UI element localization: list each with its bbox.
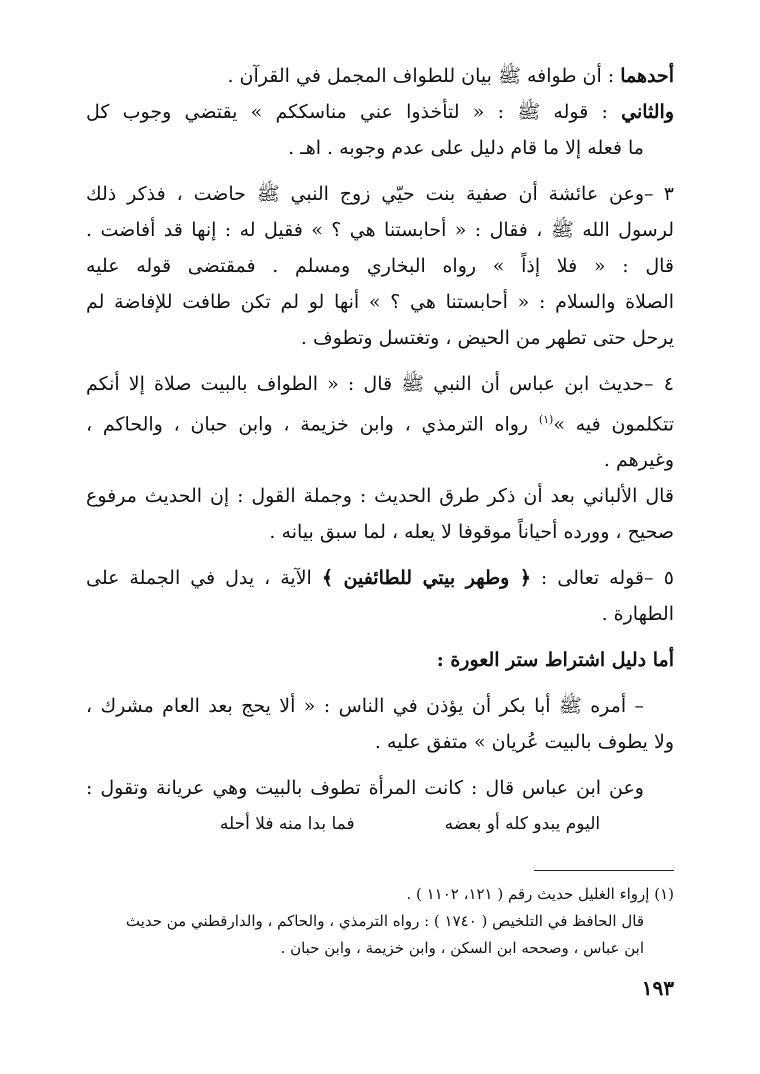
quran-verse: ﴿ وطهر بيتي للطائفين ﴾ [321, 567, 531, 590]
section-heading [86, 642, 674, 678]
text-line [86, 560, 674, 596]
footnote-divider [534, 870, 674, 871]
footnote-line: ابن عباس ، وصححه ابن السكن ، وابن خزيمة ، وابن حبان . [280, 939, 644, 958]
text-span: : قوله ﷺ : « لتأخذوا عني مناسككم » يقتضي وجوب كل [86, 101, 622, 123]
text-line: الطهارة . [601, 603, 674, 626]
item-number: ٥ – [644, 567, 674, 590]
text-span: حديث ابن عباس أن النبي ﷺ قال : « الطواف بالبيت صلاة إلا أنكم [86, 373, 644, 395]
text-line: ما فعله إلا ما قام دليل على عدم وجوبه . اهـ . [288, 137, 644, 159]
footnote-line: (١) إرواء الغليل حديث رقم ( ١٢١، ١١٠٢ ) . [406, 885, 674, 904]
text-line: قال : « فلا إذاً » رواه البخاري ومسلم . فمقتضى قوله عليه [86, 255, 674, 277]
item-number: ٤ – [644, 373, 674, 395]
text-line: يرحل حتى تطهر من الحيض ، وتغتسل وتطوف . [300, 327, 674, 349]
text-line [86, 94, 674, 130]
poetry-verse [86, 806, 674, 842]
text-line: قال الألباني بعد أن ذكر طرق الحديث : وجملة القول : إن الحديث مرفوع [86, 485, 674, 508]
footnote-line: قال الحافظ في التلخيص ( ١٧٤٠ ) : رواه الترمذي ، والحاكم ، والدارقطني من حديث [125, 912, 644, 931]
page-number: ١٩٣ [641, 976, 674, 1001]
text-span: وعن عائشة أن صفية بنت حيّي زوج النبي ﷺ حاضت ، فذكر ذلك [86, 183, 644, 205]
text-span: رواه الترمذي ، وابن خزيمة ، وابن حبان ، والحاكم ، [86, 413, 539, 436]
text-line [86, 402, 674, 442]
bold-term: أحدهما [620, 65, 674, 87]
text-line [86, 176, 674, 212]
text-line: – أمره ﷺ أبا بكر أن يؤذن في الناس : « ألا يحج بعد العام مشرك ، [86, 695, 644, 718]
text-span: الآية ، يدل في الجملة على [86, 567, 322, 590]
text-line [86, 366, 674, 402]
text-line [86, 58, 674, 94]
text-line: صحيح ، وورده أحياناً موقوفا لا يعله ، لما سبق بيانه . [269, 521, 674, 544]
verse-hemistich-right: اليوم يبدو كله أو بعضه [444, 814, 601, 835]
text-line: ولا يطوف بالبيت عُريان » متفق عليه . [374, 731, 674, 754]
verse-hemistich-left: فما بدا منه فلا أحله [219, 814, 355, 835]
text-line: وغيرهم . [603, 449, 674, 472]
item-number: ٣ – [644, 183, 674, 205]
text-span: قوله تعالى : [530, 567, 645, 590]
bold-term: والثاني [621, 101, 674, 123]
footnote-marker[interactable]: (١) [538, 413, 554, 426]
text-line: لرسول الله ﷺ ، فقال : « أحابستنا هي ؟ » فقيل له : إنها قد أفاضت . [86, 219, 674, 241]
text-span: : أن طوافه ﷺ بيان للطواف المجمل في القرآن . [227, 65, 621, 87]
text-line: وعن ابن عباس قال : كانت المرأة تطوف بالبيت وهي عريانة وتقول : [86, 777, 644, 800]
text-line: الصلاة والسلام : « أحابستنا هي ؟ » أنها لو لم تكن طافت للإفاضة لم [86, 291, 674, 313]
text-span: تتكلمون فيه » [553, 413, 674, 436]
heading-text: أما دليل اشتراط ستر العورة : [436, 649, 674, 672]
